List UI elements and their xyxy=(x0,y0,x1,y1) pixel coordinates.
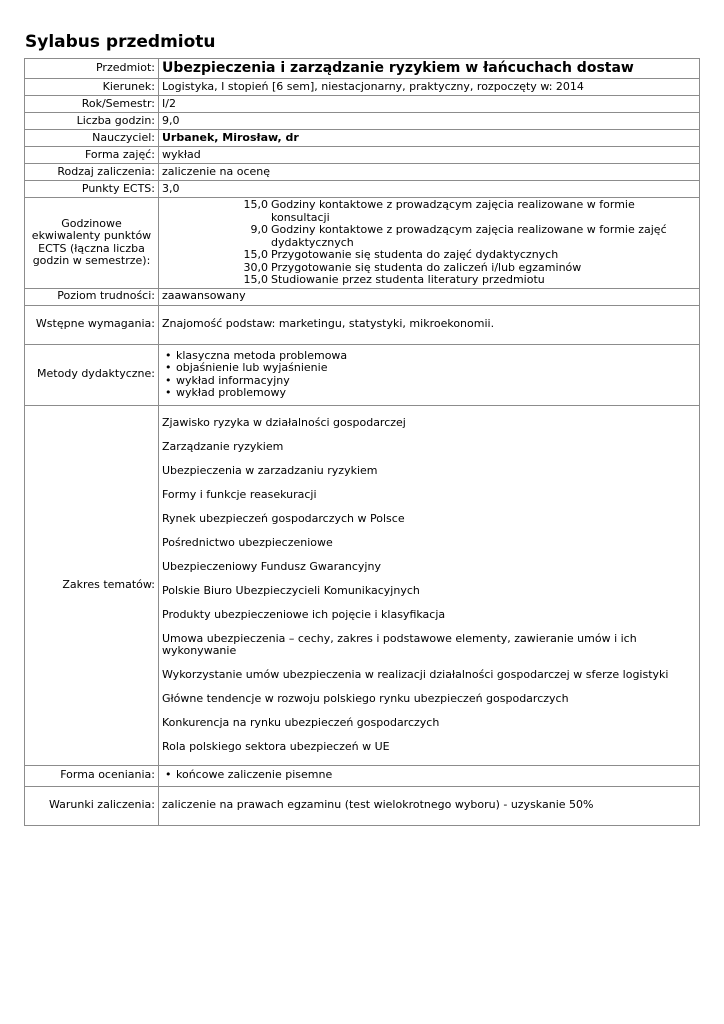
hours-value: 15,0 xyxy=(243,248,268,261)
value-poziom: zaawansowany xyxy=(159,288,700,305)
hours-value: 9,0 xyxy=(250,223,268,236)
row-poziom xyxy=(25,288,700,305)
topic-item: Zarządzanie ryzykiem xyxy=(162,439,284,453)
row-przedmiot xyxy=(25,59,700,79)
topic-item: Rynek ubezpieczeń gospodarczych w Polsce xyxy=(162,511,405,525)
value-ects: 3,0 xyxy=(159,181,700,198)
label-ocenianie: Forma oceniania: xyxy=(25,765,159,786)
row-godziny xyxy=(25,113,700,130)
label-ects: Punkty ECTS: xyxy=(25,181,159,198)
row-warunki xyxy=(25,786,700,825)
value-ekwiwalent xyxy=(159,198,700,289)
methods-list xyxy=(162,350,696,400)
list-item: • wykład informacyjny xyxy=(162,375,696,388)
hours-item xyxy=(162,274,696,287)
row-tematy xyxy=(25,405,700,765)
row-metody xyxy=(25,344,700,405)
topic-item: Produkty ubezpieczeniowe ich pojęcie i klasyfikacja xyxy=(162,607,446,621)
value-nauczyciel: Urbanek, Mirosław, dr xyxy=(159,130,700,147)
label-poziom: Poziom trudności: xyxy=(25,288,159,305)
hours-text: Przygotowanie się studenta do zaliczeń i/lub egzaminów xyxy=(271,260,582,274)
value-metody xyxy=(159,344,700,405)
hours-value: 15,0 xyxy=(243,273,268,286)
hours-item xyxy=(162,199,696,224)
hours-value: 15,0 xyxy=(243,198,268,211)
hours-item xyxy=(162,224,696,249)
hours-value: 30,0 xyxy=(243,260,268,274)
row-wymagania xyxy=(25,305,700,344)
topic-item: Rola polskiego sektora ubezpieczeń w UE xyxy=(162,740,390,753)
row-ocenianie xyxy=(25,765,700,786)
row-nauczyciel xyxy=(25,130,700,147)
hours-item xyxy=(162,249,696,262)
row-kierunek xyxy=(25,79,700,96)
topic-item: Formy i funkcje reasekuracji xyxy=(162,487,317,501)
topic-item: Pośrednictwo ubezpieczeniowe xyxy=(162,535,333,549)
label-ekwiwalent: Godzinowe ekwiwalenty punktów ECTS (łączna liczba godzin w semestrze): xyxy=(25,198,159,289)
value-godziny: 9,0 xyxy=(159,113,700,130)
list-item: • końcowe zaliczenie pisemne xyxy=(162,769,696,782)
row-forma-zajec xyxy=(25,147,700,164)
topic-item: Zjawisko ryzyka w działalności gospodarczej xyxy=(162,415,406,429)
assessment-list xyxy=(162,769,696,782)
label-godziny: Liczba godzin: xyxy=(25,113,159,130)
label-tematy: Zakres tematów: xyxy=(25,405,159,765)
label-rok: Rok/Semestr: xyxy=(25,96,159,113)
list-item: • klasyczna metoda problemowa xyxy=(162,350,696,363)
label-forma-zajec: Forma zajęć: xyxy=(25,147,159,164)
value-rodzaj: zaliczenie na ocenę xyxy=(159,164,700,181)
hours-text: Przygotowanie się studenta do zajęć dydaktycznych xyxy=(271,248,559,261)
label-nauczyciel: Nauczyciel: xyxy=(25,130,159,147)
value-przedmiot: Ubezpieczenia i zarządzanie ryzykiem w łańcuchach dostaw xyxy=(159,59,700,79)
row-ekwiwalent xyxy=(25,198,700,289)
topic-item: Wykorzystanie umów ubezpieczenia w realizacji działalności gospodarczej w sferze logistyki xyxy=(162,668,669,681)
hours-text: Studiowanie przez studenta literatury przedmiotu xyxy=(271,273,545,286)
label-warunki: Warunki zaliczenia: xyxy=(25,786,159,825)
topic-item: Główne tendencje w rozwoju polskiego rynku ubezpieczeń gospodarczych xyxy=(162,692,569,705)
topic-item: Umowa ubezpieczenia – cechy, zakres i podstawowe elementy, zawieranie umów i ich wykonywanie xyxy=(162,631,637,657)
value-tematy xyxy=(159,405,700,765)
value-kierunek: Logistyka, I stopień [6 sem], niestacjonarny, praktyczny, rozpoczęty w: 2014 xyxy=(159,79,700,96)
row-rok xyxy=(25,96,700,113)
label-przedmiot: Przedmiot: xyxy=(25,59,159,79)
topic-item: Polskie Biuro Ubezpieczycieli Komunikacyjnych xyxy=(162,583,420,597)
value-forma-zajec: wykład xyxy=(159,147,700,164)
row-ects xyxy=(25,181,700,198)
topic-item: Konkurencja na rynku ubezpieczeń gospodarczych xyxy=(162,716,440,729)
hours-text: Godziny kontaktowe z prowadzącym zajęcia realizowane w formie zajęć dydaktycznych xyxy=(271,223,667,249)
value-ocenianie xyxy=(159,765,700,786)
value-warunki: zaliczenie na prawach egzaminu (test wielokrotnego wyboru) - uzyskanie 50% xyxy=(159,786,700,825)
hours-text: Godziny kontaktowe z prowadzącym zajęcia realizowane w formie konsultacji xyxy=(271,198,635,224)
label-rodzaj: Rodzaj zaliczenia: xyxy=(25,164,159,181)
label-metody: Metody dydaktyczne: xyxy=(25,344,159,405)
topic-item: Ubezpieczenia w zarzadzaniu ryzykiem xyxy=(162,463,378,477)
value-wymagania: Znajomość podstaw: marketingu, statystyki, mikroekonomii. xyxy=(159,305,700,344)
topic-item: Ubezpieczeniowy Fundusz Gwarancyjny xyxy=(162,559,381,573)
label-wymagania: Wstępne wymagania: xyxy=(25,305,159,344)
syllabus-table xyxy=(24,58,700,826)
page-title: Sylabus przedmiotu xyxy=(25,32,216,52)
list-item: • wykład problemowy xyxy=(162,387,696,400)
list-item: • objaśnienie lub wyjaśnienie xyxy=(162,362,696,375)
label-kierunek: Kierunek: xyxy=(25,79,159,96)
row-rodzaj xyxy=(25,164,700,181)
value-rok: I/2 xyxy=(159,96,700,113)
